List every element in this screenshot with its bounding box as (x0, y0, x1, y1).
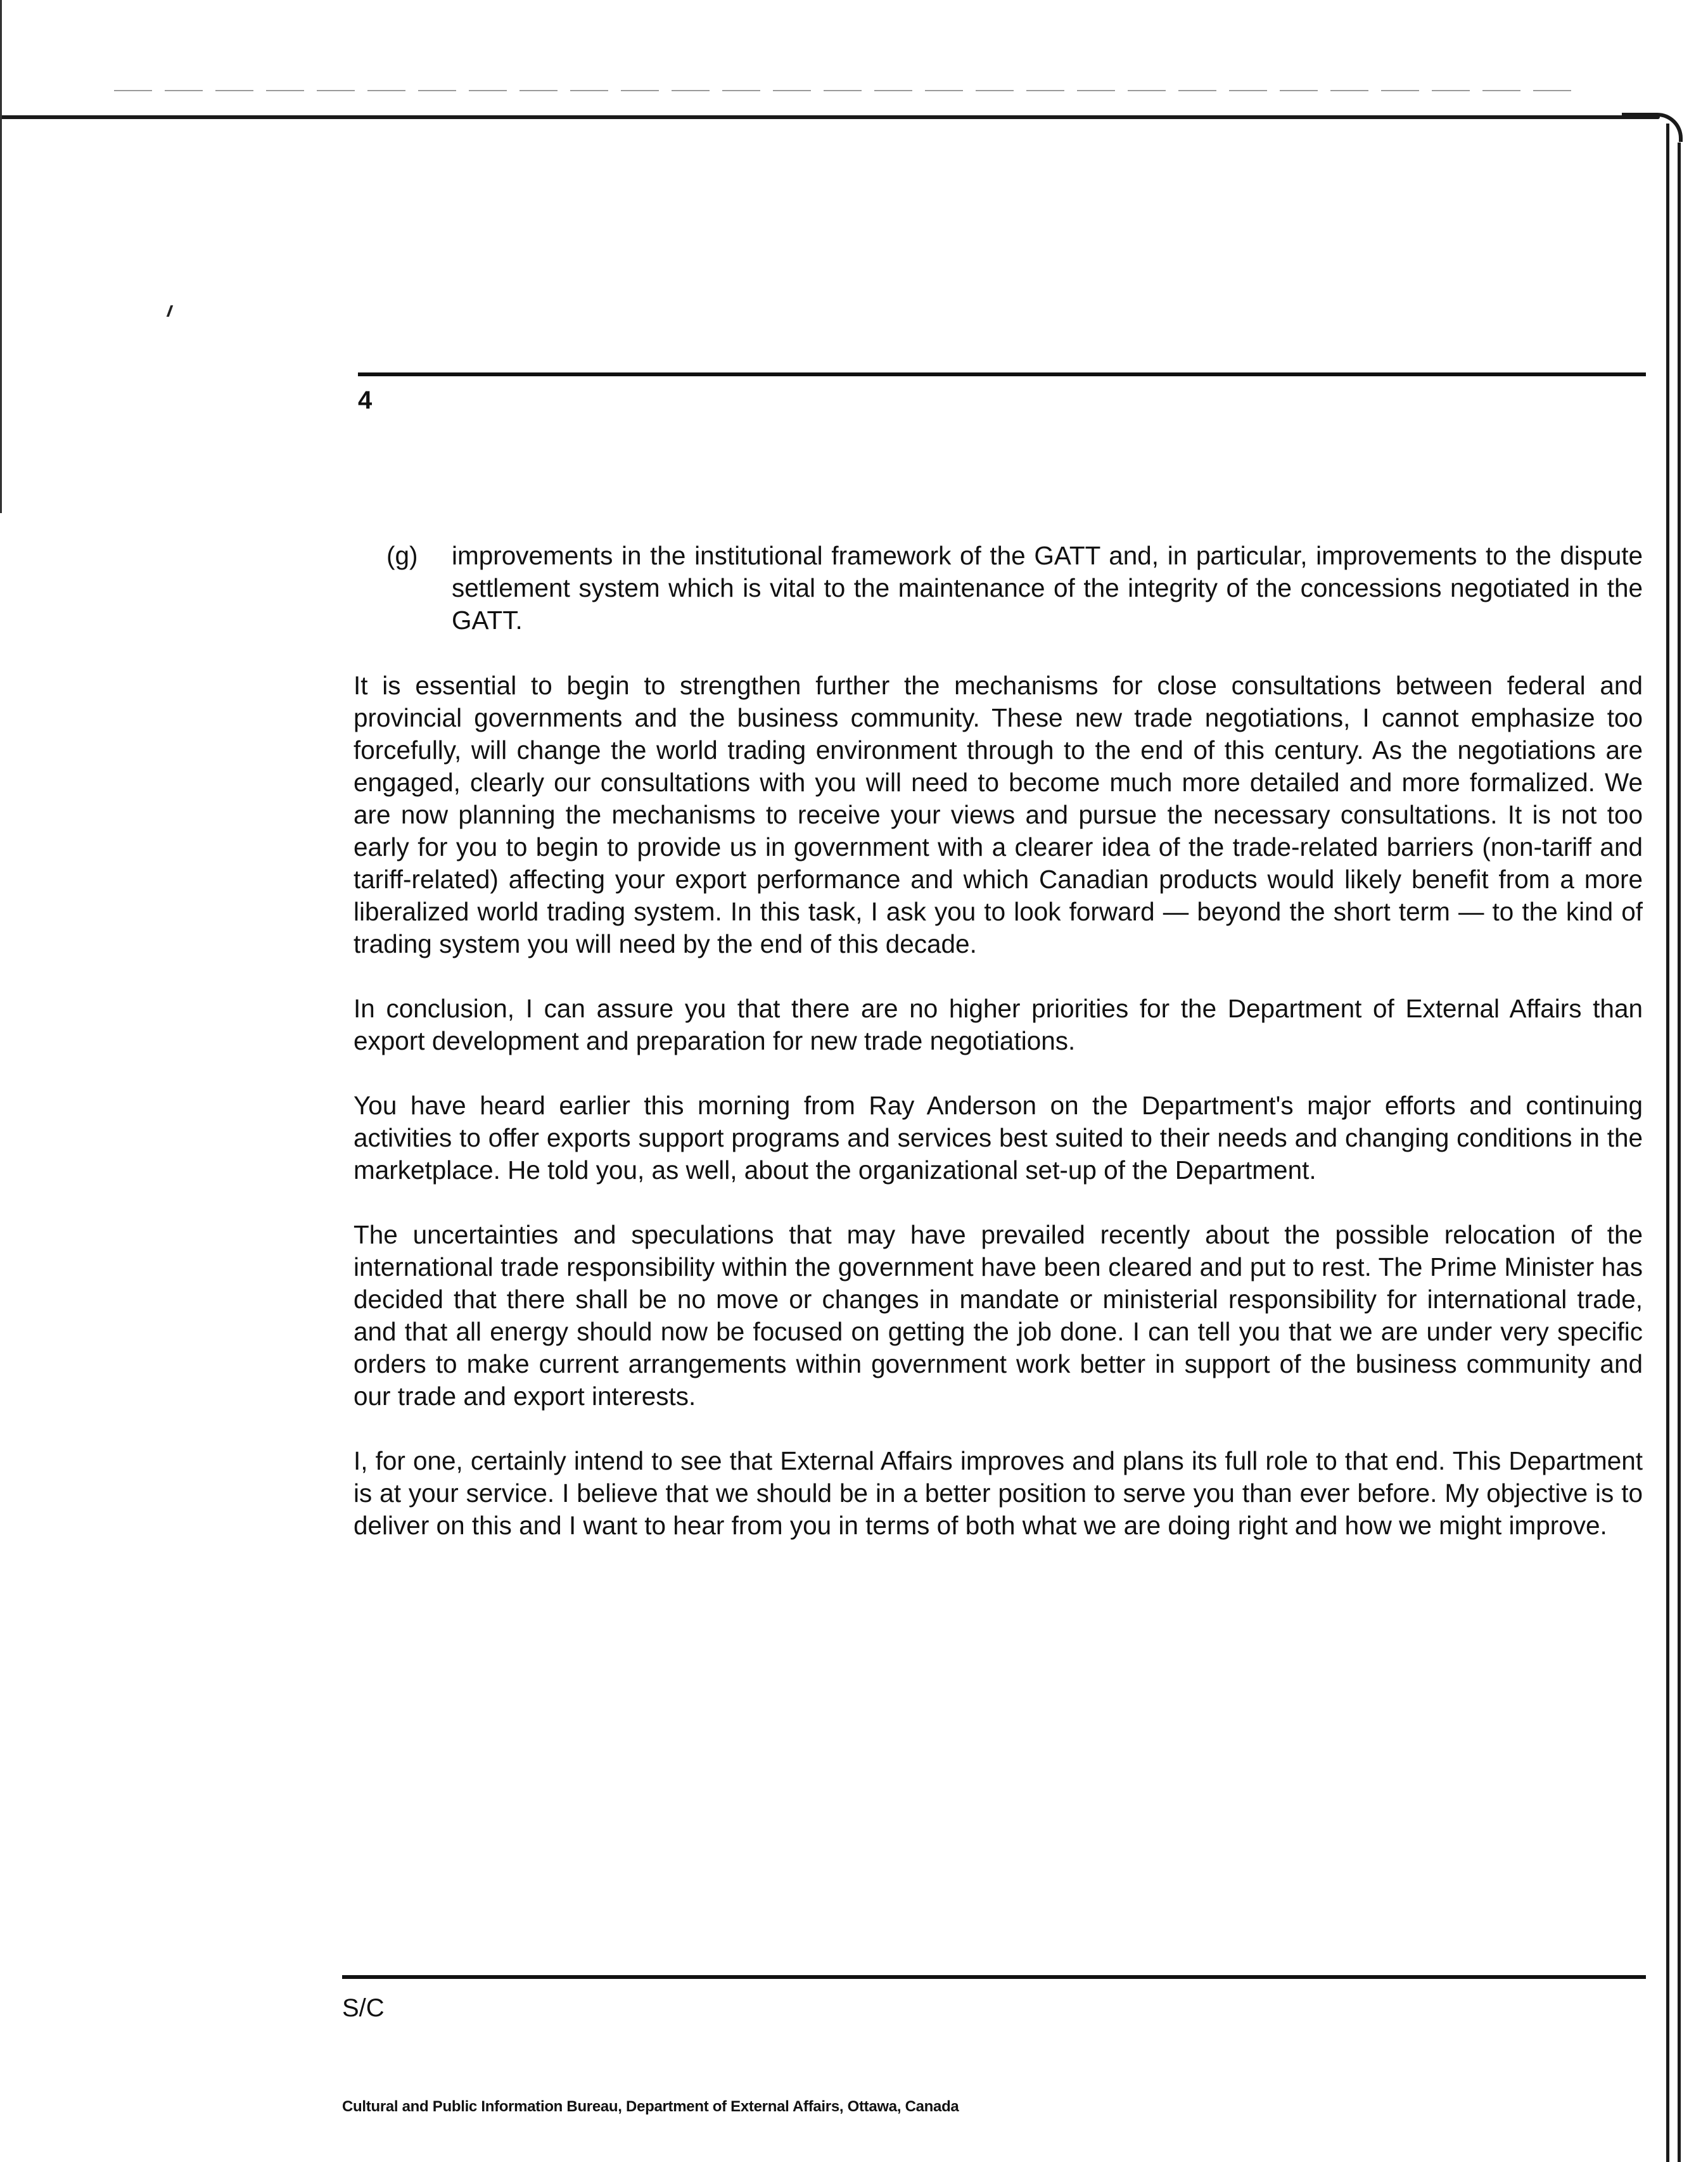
paragraph-conclusion: In conclusion, I can assure you that there are no higher priorities for the Department of External Affairs than export development and preparation for new trade negotiations. (354, 994, 1643, 1055)
footer-rule (342, 1975, 1646, 1979)
scan-right-border-outer (1678, 143, 1681, 2162)
list-item-text: improvements in the institutional framework of the GATT and, in particular, improvements to the dispute settlement system which is vital to the maintenance of the integrity of the concessions negotiated in the GATT. (452, 541, 1643, 635)
page-number: 4 (358, 386, 373, 414)
footer-credit: Cultural and Public Information Bureau, Department of External Affairs, Ottawa, Canada (342, 2098, 959, 2115)
scan-left-border (0, 0, 2, 513)
header-rule (358, 372, 1646, 376)
scan-right-border (1666, 124, 1669, 2162)
paragraph-uncertainties: The uncertainties and speculations that may have prevailed recently about the possible relocation of the international trade responsibility within the government have been cleared and put to rest. The Prime Minister has decided that there shall be no move or changes in mandate or ministerial responsibility for international trade, and that all energy should now be focused on getting the job done. I can tell you that we are under very specific orders to make current arrangements within government work better in support of the business community and our trade and export interests. (354, 1220, 1643, 1411)
paragraph-ray-anderson: You have heard earlier this morning from Ray Anderson on the Department's major efforts and continuing activities to offer exports support programs and services best suited to their needs and changing conditions in the marketplace. He told you, as well, about the organizational set-up of the Department. (354, 1091, 1643, 1185)
scan-corner-curl (1622, 113, 1683, 142)
list-item-g (354, 540, 1643, 637)
footer-code: S/C (342, 1994, 385, 2022)
paragraph-consultations: It is essential to begin to strengthen further the mechanisms for close consultations between federal and provincial governments and the business community. These new trade negotiations, I cannot emphasize too forcefully, will change the world trading environment through to the end of this century. As the negotiations are engaged, clearly our consultations with you will need to become much more detailed and more formalized. We are now planning the mechanisms to receive your views and pursue the necessary consultations. It is not too early for you to begin to provide us in government with a clearer idea of the trade-related barriers (non-tariff and tariff-related) affecting your export performance and which Canadian products would likely benefit from a more liberalized world trading system. In this task, I ask you to look forward — beyond the short term — to the kind of trading system you will need by the end of this decade. (354, 671, 1643, 958)
paragraph-closing: I, for one, certainly intend to see that External Affairs improves and plans its full role to that end. This Department is at your service. I believe that we should be in a better position to serve you than ever before. My objective is to deliver on this and I want to hear from you in terms of both what we are doing right and how we might improve. (354, 1446, 1643, 1540)
list-item-label: (g) (386, 541, 418, 570)
scan-top-border (0, 115, 1660, 119)
scan-faint-edge (114, 90, 1571, 91)
document-body (354, 540, 1643, 1574)
stray-ink-mark (167, 305, 174, 317)
